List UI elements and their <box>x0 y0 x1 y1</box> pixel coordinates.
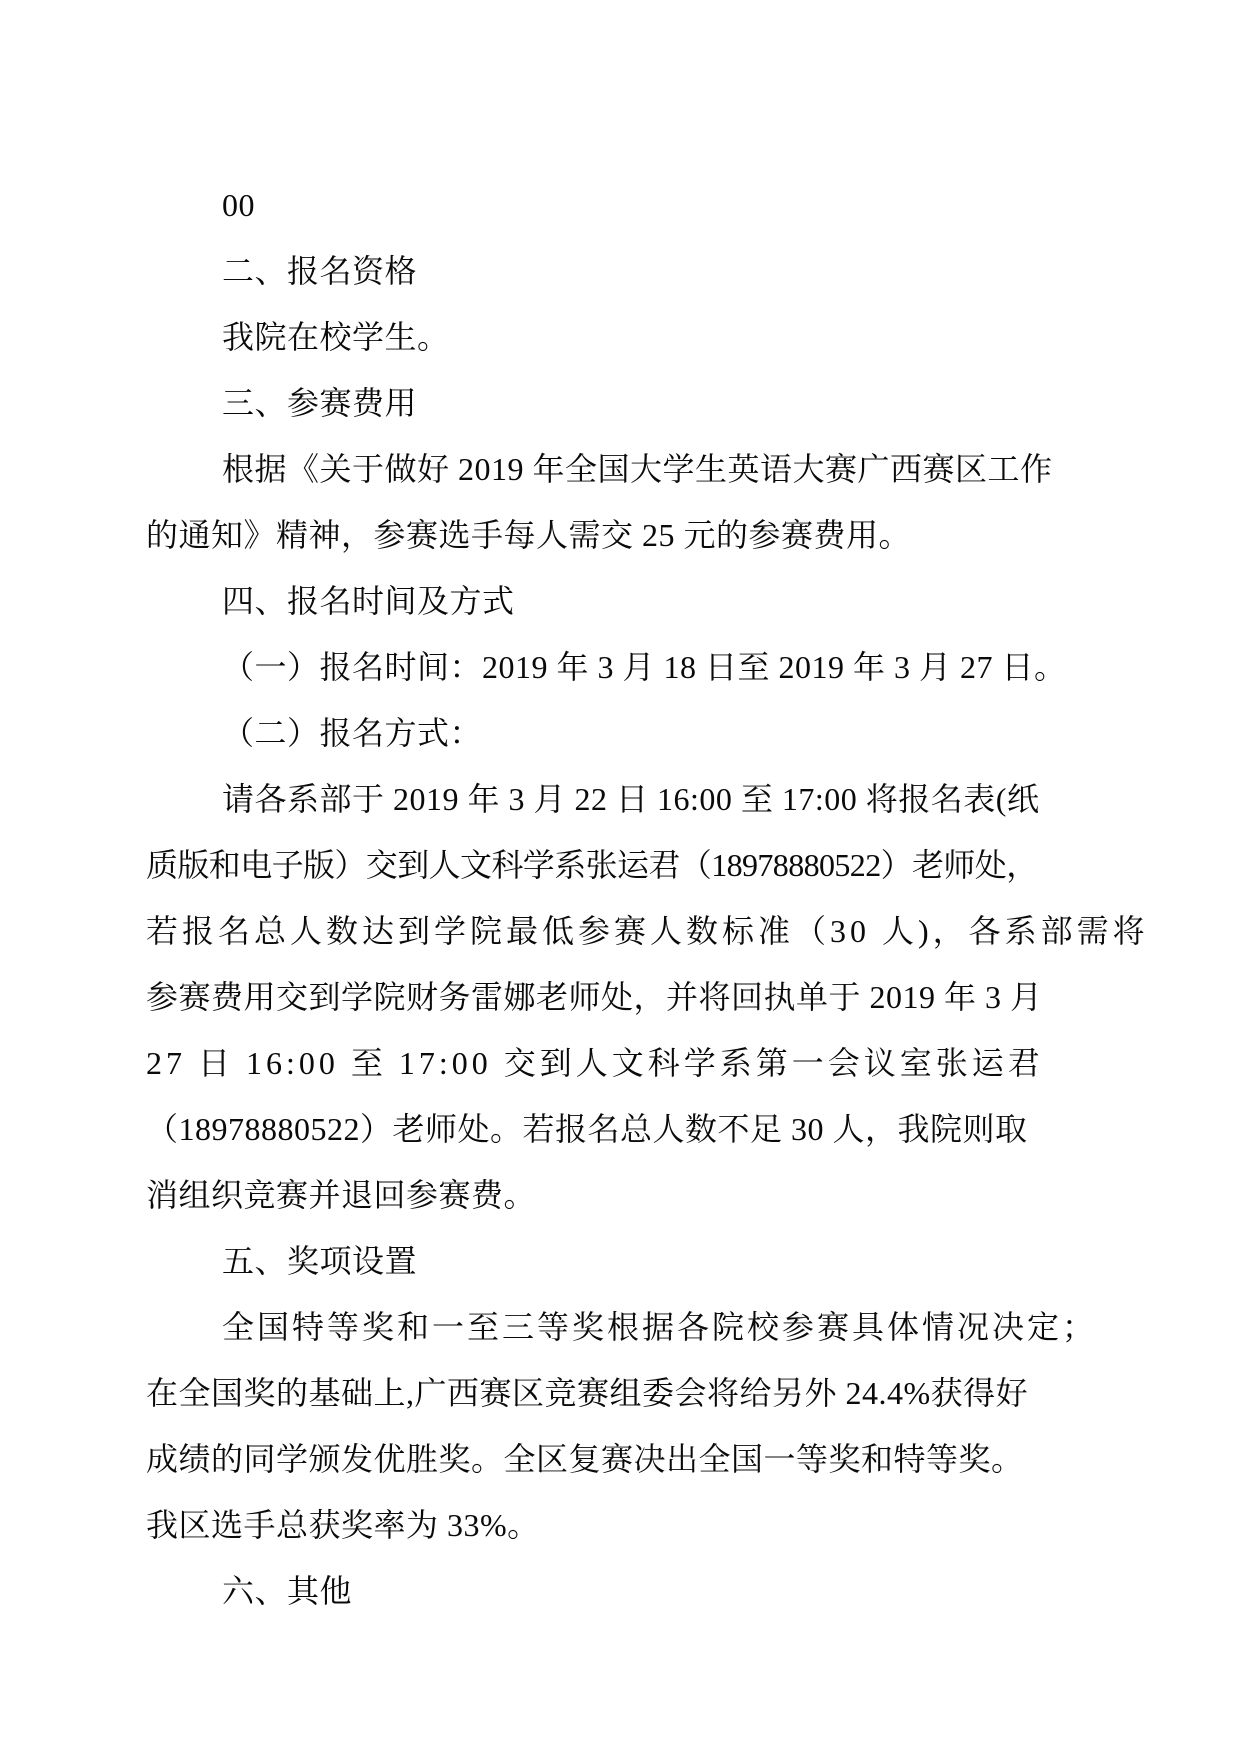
document-content <box>146 172 1149 1624</box>
paragraph-line: 全国特等奖和一至三等奖根据各院校参赛具体情况决定； <box>222 1309 1098 1345</box>
paragraph-line: 我区选手总获奖率为 33%。 <box>146 1507 540 1543</box>
section-heading: 六、其他 <box>222 1573 353 1609</box>
section-heading: 二、报名资格 <box>222 253 418 289</box>
section-heading: 四、报名时间及方式 <box>222 583 515 619</box>
stray-text: 00 <box>222 187 255 223</box>
paragraph-line: 消组织竞赛并退回参赛费。 <box>146 1177 537 1213</box>
paragraph-line: 我院在校学生。 <box>222 319 450 355</box>
paragraph-line: 请各系部于 2019 年 3 月 22 日 16:00 至 17:00 将报名表(纸 <box>222 781 1040 817</box>
paragraph-line: 27 日 16:00 至 17:00 交到人文科学系第一会议室张运君 <box>146 1045 1044 1081</box>
paragraph-line: 参赛费用交到学院财务雷娜老师处，并将回执单于 2019 年 3 月 <box>146 979 1043 1015</box>
paragraph-line: 在全国奖的基础上,广西赛区竞赛组委会将给另外 24.4%获得好 <box>146 1375 1029 1411</box>
section-heading: 三、参赛费用 <box>222 385 418 421</box>
paragraph-line: （一）报名时间：2019 年 3 月 18 日至 2019 年 3 月 27 日。 <box>222 649 1067 685</box>
paragraph-line: 若报名总人数达到学院最低参赛人数标准（30 人)，各系部需将 <box>146 913 1149 949</box>
section-heading: 五、奖项设置 <box>222 1243 418 1279</box>
paragraph-line: （18978880522）老师处。若报名总人数不足 30 人，我院则取 <box>146 1111 1028 1147</box>
paragraph-line: 的通知》精神，参赛选手每人需交 25 元的参赛费用。 <box>146 517 912 553</box>
paragraph-line: 质版和电子版）交到人文科学系张运君（18978880522）老师处， <box>146 847 1038 883</box>
paragraph-line: （二）报名方式： <box>222 715 483 751</box>
paragraph-line: 成绩的同学颁发优胜奖。全区复赛决出全国一等奖和特等奖。 <box>146 1441 1024 1477</box>
paragraph-line: 根据《关于做好 2019 年全国大学生英语大赛广西赛区工作 <box>222 451 1053 487</box>
